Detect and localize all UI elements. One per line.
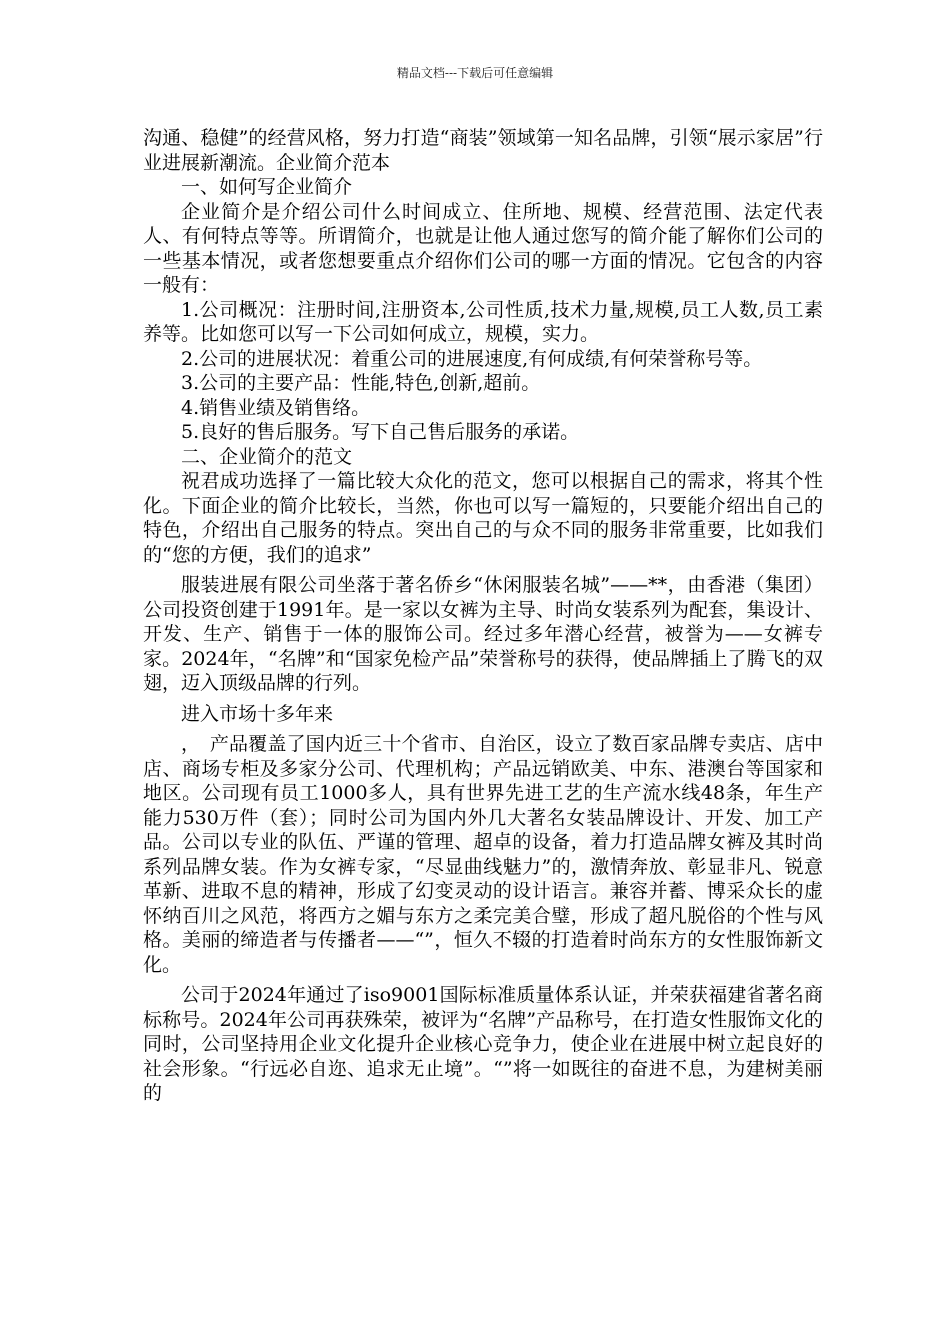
paragraph-continuation: 沟通、稳健”的经营风格，努力打造“商装”领域第一知名品牌，引领“展示家居”行业进展新潮流。企业简介范本 xyxy=(143,127,823,174)
section-heading-how-to-write: 一、如何写企业简介 xyxy=(181,176,353,198)
paragraph-sample-intro: 祝君成功选择了一篇比较大众化的范文，您可以根据自己的需求，将其个性化。下面企业的简介比较长，当然，你也可以写一篇短的，只要能介绍出自己的特色，介绍出自己服务的特点。突出自己的与众不同的服务非常重要，比如我们的“您的方便，我们的追求” xyxy=(143,470,823,566)
list-item-overview: 1.公司概况：注册时间,注册资本,公司性质,技术力量,规模,员工人数,员工素养等。比如您可以写一下公司如何成立，规模，实力。 xyxy=(143,298,823,345)
document-body xyxy=(143,126,823,1106)
page-header: 精品文档---下载后可任意编辑 xyxy=(396,66,554,80)
list-item-service: 5.良好的售后服务。写下自己售后服务的承诺。 xyxy=(181,421,580,443)
section-heading-sample: 二、企业简介的范文 xyxy=(181,445,353,468)
list-item-sales: 4.销售业绩及销售络。 xyxy=(181,396,371,419)
paragraph-certification: 公司于2024年通过了iso9001国际标准质量体系认证，并荣获福建省著名商标称号。2024年公司再获殊荣，被评为“名牌”产品称号，在打造女性服饰文化的同时，公司坚持用企业文化提升企业核心竞争力，使企业在进展中树立起良好的社会形象。“行远必自迩、追求无止境”。“”将一如既往的奋进不息，为建树美丽的 xyxy=(143,984,823,1104)
list-item-products: 3.公司的主要产品：性能,特色,创新,超前。 xyxy=(181,372,541,394)
list-item-progress: 2.公司的进展状况：着重公司的进展速度,有何成绩,有何荣誉称号等。 xyxy=(181,347,763,370)
paragraph-company: 服装进展有限公司坐落于著名侨乡“休闲服装名城”——**，由香港（集团）公司投资创建于1991年。是一家以女裤为主导、时尚女装系列为配套，集设计、开发、生产、销售于一体的服饰公司。经过多年潜心经营，被誉为——女裤专家。2024年，“名牌”和“国家免检产品”荣誉称号的获得，使品牌插上了腾飞的双翅，迈入顶级品牌的行列。 xyxy=(143,574,823,694)
paragraph-market-heading: 进入市场十多年来 xyxy=(181,702,334,725)
paragraph-market: ， 产品覆盖了国内近三十个省市、自治区，设立了数百家品牌专卖店、店中店、商场专柜及多家分公司、代理机构；产品远销欧美、中东、港澳台等国家和地区。公司现有员工1000多人，具有世界先进工艺的生产流水线48条，年生产能力530万件（套）；同时公司为国内外几大著名女装品牌设计、开发、加工产品。公司以专业的队伍、严谨的管理、超卓的设备，着力打造品牌女裤及其时尚系列品牌女装。作为女裤专家，“尽显曲线魅力”的，激情奔放、彰显非凡、锐意革新、进取不息的精神，形成了幻变灵动的设计语言。兼容并蓄、博采众长的虚怀纳百川之风范，将西方之媚与东方之柔完美合璧，形成了超凡脱俗的个性与风格。美丽的缔造者与传播者——“”，恒久不辍的打造着时尚东方的女性服饰新文化。 xyxy=(143,733,823,976)
paragraph-intro: 企业简介是介绍公司什么时间成立、住所地、规模、经营范围、法定代表人、有何特点等等。所谓简介，也就是让他人通过您写的简介能了解你们公司的一些基本情况，或者您想要重点介绍你们公司的哪一方面的情况。它包含的内容一般有： xyxy=(143,200,823,296)
